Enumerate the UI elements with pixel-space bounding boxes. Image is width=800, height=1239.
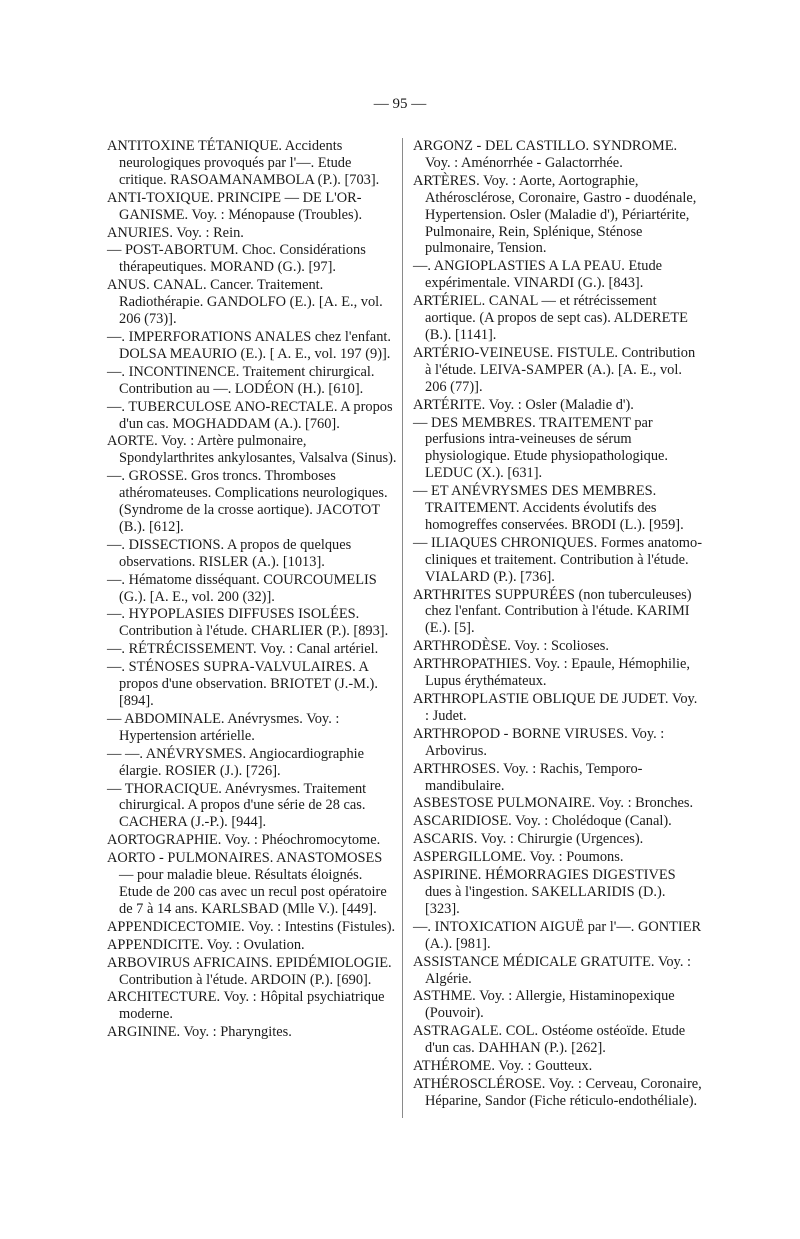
left-column <box>107 138 397 1041</box>
index-entry: —. INCONTINENCE. Traitement chirurgical. Contribution au —. LODÉON (H.). [610]. <box>107 363 375 397</box>
index-entry: ASTHME. Voy. : Allergie, Histaminopexique (Pouvoir). <box>413 988 675 1022</box>
right-column <box>413 138 703 1110</box>
index-entry: —. DISSECTIONS. A propos de quelques observations. RISLER (A.). [1013]. <box>107 536 352 570</box>
index-entry: — —. ANÉVRYSMES. Angiocardiographie élargie. ROSIER (J.). [726]. <box>107 745 365 779</box>
index-entry: ASSISTANCE MÉDICALE GRATUITE. Voy. : Algérie. <box>413 953 692 987</box>
column-divider <box>402 138 403 1118</box>
index-entry: ANTI-TOXIQUE. PRINCIPE — DE L'OR-GANISME. Voy. : Ménopause (Troubles). <box>107 189 363 223</box>
index-entry: —. TUBERCULOSE ANO-RECTALE. A propos d'un cas. MOGHADDAM (A.). [760]. <box>107 398 393 432</box>
index-entry: ASCARIDIOSE. Voy. : Cholédoque (Canal). <box>413 813 672 830</box>
index-entry: ATHÉROME. Voy. : Goutteux. <box>413 1058 593 1075</box>
index-entry: ARBOVIRUS AFRICAINS. EPIDÉMIOLOGIE. Contribution à l'étude. ARDOIN (P.). [690]. <box>107 954 392 988</box>
page-number: — 95 — <box>373 96 427 112</box>
index-entry: — POST-ABORTUM. Choc. Considérations thérapeutiques. MORAND (G.). [97]. <box>107 242 366 276</box>
index-entry: ARTHRITES SUPPURÉES (non tuberculeuses) chez l'enfant. Contribution à l'étude. KARIMI (E.). [5]. <box>413 586 692 637</box>
index-entry: — ET ANÉVRYSMES DES MEMBRES. TRAITEMENT. Accidents évolutifs des homogreffes conservées. BRODI (L.). [959]. <box>413 483 684 533</box>
index-entry: ARTHROPOD - BORNE VIRUSES. Voy. : Arbovirus. <box>413 725 665 759</box>
index-entry: AORTO - PULMONAIRES. ANASTOMOSES — pour maladie bleue. Résultats éloignés. Etude de 200 cas avec un recul post opératoire de 7 à 14 ans. KARLSBAD (Mlle V.). [449]. <box>107 850 387 917</box>
index-entry: AORTE. Voy. : Artère pulmonaire, Spondylarthrites ankylosantes, Valsalva (Sinus). <box>107 433 397 467</box>
index-entry: ARGININE. Voy. : Pharyngites. <box>107 1024 292 1041</box>
index-entry: —. ANGIOPLASTIES A LA PEAU. Etude expérimentale. VINARDI (G.). [843]. <box>413 258 663 292</box>
index-entry: —. IMPERFORATIONS ANALES chez l'enfant. DOLSA MEAURIO (E.). [ A. E., vol. 197 (9)]. <box>107 328 391 362</box>
index-entry: ASPIRINE. HÉMORRAGIES DIGESTIVES dues à l'ingestion. SAKELLARIDIS (D.). [323]. <box>413 867 676 917</box>
index-entry: — THORACIQUE. Anévrysmes. Traitement chirurgical. A propos d'une série de 28 cas. CACHERA (J.-P.). [944]. <box>107 780 367 831</box>
index-entry: — ILIAQUES CHRONIQUES. Formes anatomo-cliniques et traitement. Contribution à l'étude. VIALARD (P.). [736]. <box>413 534 702 585</box>
index-entry: ANUS. CANAL. Cancer. Traitement. Radiothérapie. GANDOLFO (E.). [A. E., vol. 206 (73)]. <box>107 277 383 328</box>
index-entry: —. INTOXICATION AIGUË par l'—. GONTIER (A.). [981]. <box>413 918 702 952</box>
index-entry: ARTÉRITE. Voy. : Osler (Maladie d'). <box>413 396 634 413</box>
index-entry: APPENDICECTOMIE. Voy. : Intestins (Fistules). <box>107 918 396 935</box>
index-entry: ANTITOXINE TÉTANIQUE. Accidents neurologiques provoqués par l'—. Etude critique. RASOAMANAMBOLA (P.). [703]. <box>107 138 380 188</box>
index-entry: ARTHROPLASTIE OBLIQUE DE JUDET. Voy. : Judet. <box>413 691 698 724</box>
index-entry: ASPERGILLOME. Voy. : Poumons. <box>413 849 624 866</box>
index-entry: —. STÉNOSES SUPRA-VALVULAIRES. A propos d'une observation. BRIOTET (J.-M.). [894]. <box>107 659 378 709</box>
index-entry: —. Hématome disséquant. COURCOUMELIS (G.). [A. E., vol. 200 (32)]. <box>107 571 377 605</box>
index-entry: ARTHROSES. Voy. : Rachis, Temporo-mandibulaire. <box>413 760 643 794</box>
index-entry: ASCARIS. Voy. : Chirurgie (Urgences). <box>413 831 644 848</box>
index-entry: ARTHRODÈSE. Voy. : Scolioses. <box>413 638 609 655</box>
index-entry: APPENDICITE. Voy. : Ovulation. <box>107 936 305 953</box>
index-entry: ARTÉRIO-VEINEUSE. FISTULE. Contribution à l'étude. LEIVA-SAMPER (A.). [A. E., vol. 206 (77)]. <box>413 344 696 395</box>
index-entry: —. RÉTRÉCISSEMENT. Voy. : Canal artériel. <box>107 641 379 658</box>
index-entry: ARTÉRIEL. CANAL — et rétrécissement aortique. (A propos de sept cas). ALDERETE (B.). [1141]. <box>413 293 688 343</box>
index-entry: ATHÉROSCLÉROSE. Voy. : Cerveau, Coronaire, Héparine, Sandor (Fiche réticulo-endothéliale). <box>413 1075 702 1109</box>
index-entry: — ABDOMINALE. Anévrysmes. Voy. : Hypertension artérielle. <box>107 710 340 744</box>
index-entry: ARCHITECTURE. Voy. : Hôpital psychiatrique moderne. <box>107 989 385 1023</box>
index-entry: ASBESTOSE PULMONAIRE. Voy. : Bronches. <box>413 795 694 812</box>
index-entry: AORTOGRAPHIE. Voy. : Phéochromocytome. <box>107 832 381 849</box>
index-entry: ANURIES. Voy. : Rein. <box>107 224 244 241</box>
index-entry: —. HYPOPLASIES DIFFUSES ISOLÉES. Contribution à l'étude. CHARLIER (P.). [893]. <box>107 606 389 640</box>
index-entry: ARGONZ - DEL CASTILLO. SYNDROME. Voy. : Aménorrhée - Galactorrhée. <box>413 138 678 171</box>
index-entry: ASTRAGALE. COL. Ostéome ostéoïde. Etude d'un cas. DAHHAN (P.). [262]. <box>413 1023 686 1057</box>
index-entry: —. GROSSE. Gros troncs. Thromboses athéromateuses. Complications neurologiques. (Syndrome de la crosse aortique). JACOTOT (B.). [612]. <box>107 468 388 535</box>
index-entry: — DES MEMBRES. TRAITEMENT par perfusions intra-veineuses de sérum physiologique. Etude physiopathologique. LEDUC (X.). [631]. <box>413 414 669 482</box>
index-entry: ARTHROPATHIES. Voy. : Epaule, Hémophilie, Lupus érythémateux. <box>413 656 690 690</box>
index-entry: ARTÈRES. Voy. : Aorte, Aortographie, Athérosclérose, Coronaire, Gastro - duodénale, Hypertension. Osler (Maladie d'), Périartérite, Pulmonaire, Rein, Splénique, Sténose pulmonaire, Tension. <box>413 172 697 257</box>
